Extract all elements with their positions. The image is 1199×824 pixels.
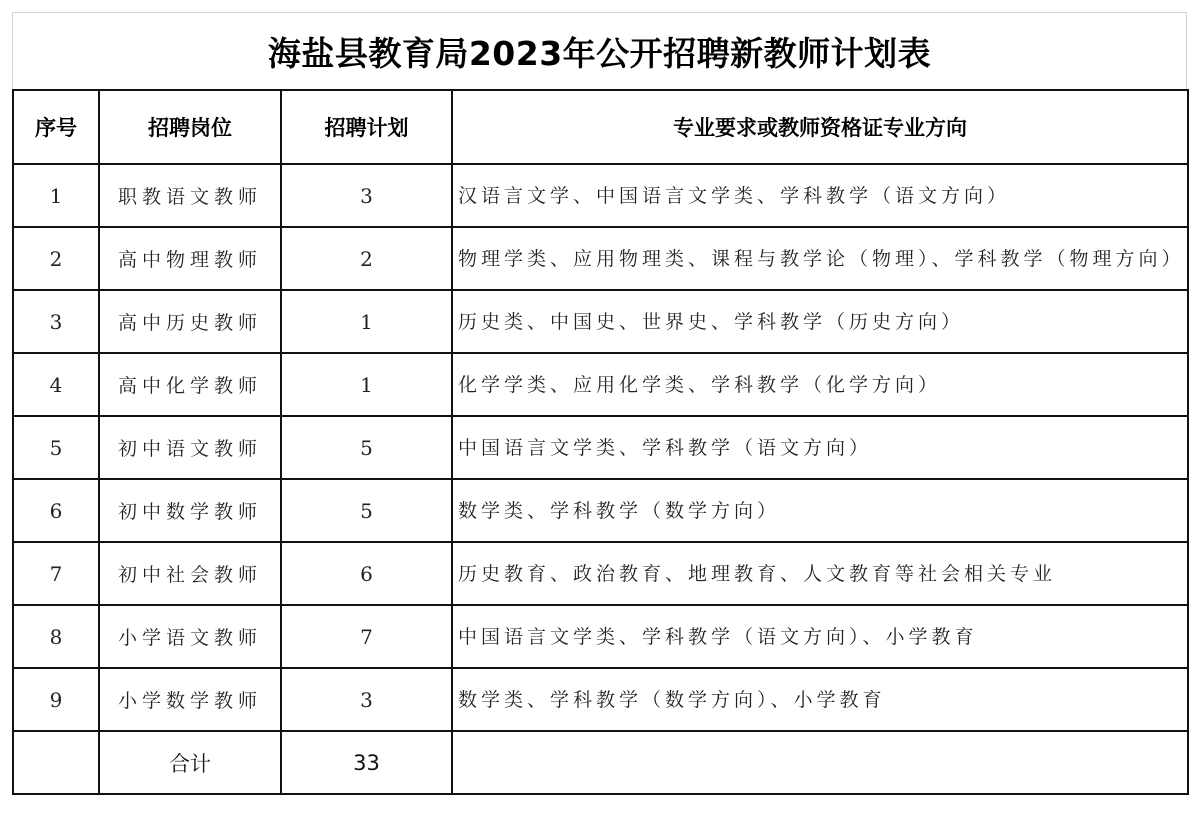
header-no: 序号 — [13, 90, 99, 164]
header-plan: 招聘计划 — [281, 90, 452, 164]
cell-position: 初中语文教师 — [99, 416, 281, 479]
cell-requirement: 历史教育、政治教育、地理教育、人文教育等社会相关专业 — [452, 542, 1188, 605]
cell-position: 高中历史教师 — [99, 290, 281, 353]
cell-position: 高中化学教师 — [99, 353, 281, 416]
cell-plan: 6 — [281, 542, 452, 605]
cell-no: 3 — [13, 290, 99, 353]
table-row — [13, 605, 1188, 668]
table-row — [13, 353, 1188, 416]
table-row — [13, 164, 1188, 227]
cell-position: 小学数学教师 — [99, 668, 281, 731]
page-title: 海盐县教育局2023年公开招聘新教师计划表 — [267, 33, 932, 73]
cell-plan: 1 — [281, 290, 452, 353]
total-row — [13, 731, 1188, 794]
cell-no: 1 — [13, 164, 99, 227]
cell-position: 高中物理教师 — [99, 227, 281, 290]
recruitment-table — [12, 89, 1189, 795]
cell-requirement: 汉语言文学、中国语言文学类、学科教学（语文方向） — [452, 164, 1188, 227]
header-requirement: 专业要求或教师资格证专业方向 — [452, 90, 1188, 164]
cell-plan: 5 — [281, 479, 452, 542]
cell-requirement: 化学学类、应用化学类、学科教学（化学方向） — [452, 353, 1188, 416]
cell-no: 2 — [13, 227, 99, 290]
cell-no: 7 — [13, 542, 99, 605]
table-row — [13, 668, 1188, 731]
cell-requirement: 中国语言文学类、学科教学（语文方向）、小学教育 — [452, 605, 1188, 668]
cell-position: 小学语文教师 — [99, 605, 281, 668]
table-row — [13, 479, 1188, 542]
cell-no: 8 — [13, 605, 99, 668]
header-row — [13, 90, 1188, 164]
cell-position: 职教语文教师 — [99, 164, 281, 227]
cell-plan: 2 — [281, 227, 452, 290]
table-row — [13, 416, 1188, 479]
total-no — [13, 731, 99, 794]
table-row — [13, 290, 1188, 353]
cell-no: 6 — [13, 479, 99, 542]
cell-requirement: 中国语言文学类、学科教学（语文方向） — [452, 416, 1188, 479]
cell-requirement: 物理学类、应用物理类、课程与教学论（物理）、学科教学（物理方向） — [452, 227, 1188, 290]
cell-no: 5 — [13, 416, 99, 479]
cell-no: 4 — [13, 353, 99, 416]
total-plan: 33 — [281, 731, 452, 794]
cell-position: 初中社会教师 — [99, 542, 281, 605]
cell-requirement: 历史类、中国史、世界史、学科教学（历史方向） — [452, 290, 1188, 353]
total-requirement — [452, 731, 1188, 794]
cell-position: 初中数学教师 — [99, 479, 281, 542]
title-row — [12, 12, 1187, 89]
cell-no: 9 — [13, 668, 99, 731]
cell-plan: 3 — [281, 164, 452, 227]
cell-plan: 3 — [281, 668, 452, 731]
cell-requirement: 数学类、学科教学（数学方向）、小学教育 — [452, 668, 1188, 731]
table-row — [13, 227, 1188, 290]
cell-plan: 7 — [281, 605, 452, 668]
cell-plan: 1 — [281, 353, 452, 416]
header-position: 招聘岗位 — [99, 90, 281, 164]
recruitment-plan-sheet — [12, 12, 1187, 795]
cell-plan: 5 — [281, 416, 452, 479]
cell-requirement: 数学类、学科教学（数学方向） — [452, 479, 1188, 542]
total-label: 合计 — [99, 731, 281, 794]
table-row — [13, 542, 1188, 605]
